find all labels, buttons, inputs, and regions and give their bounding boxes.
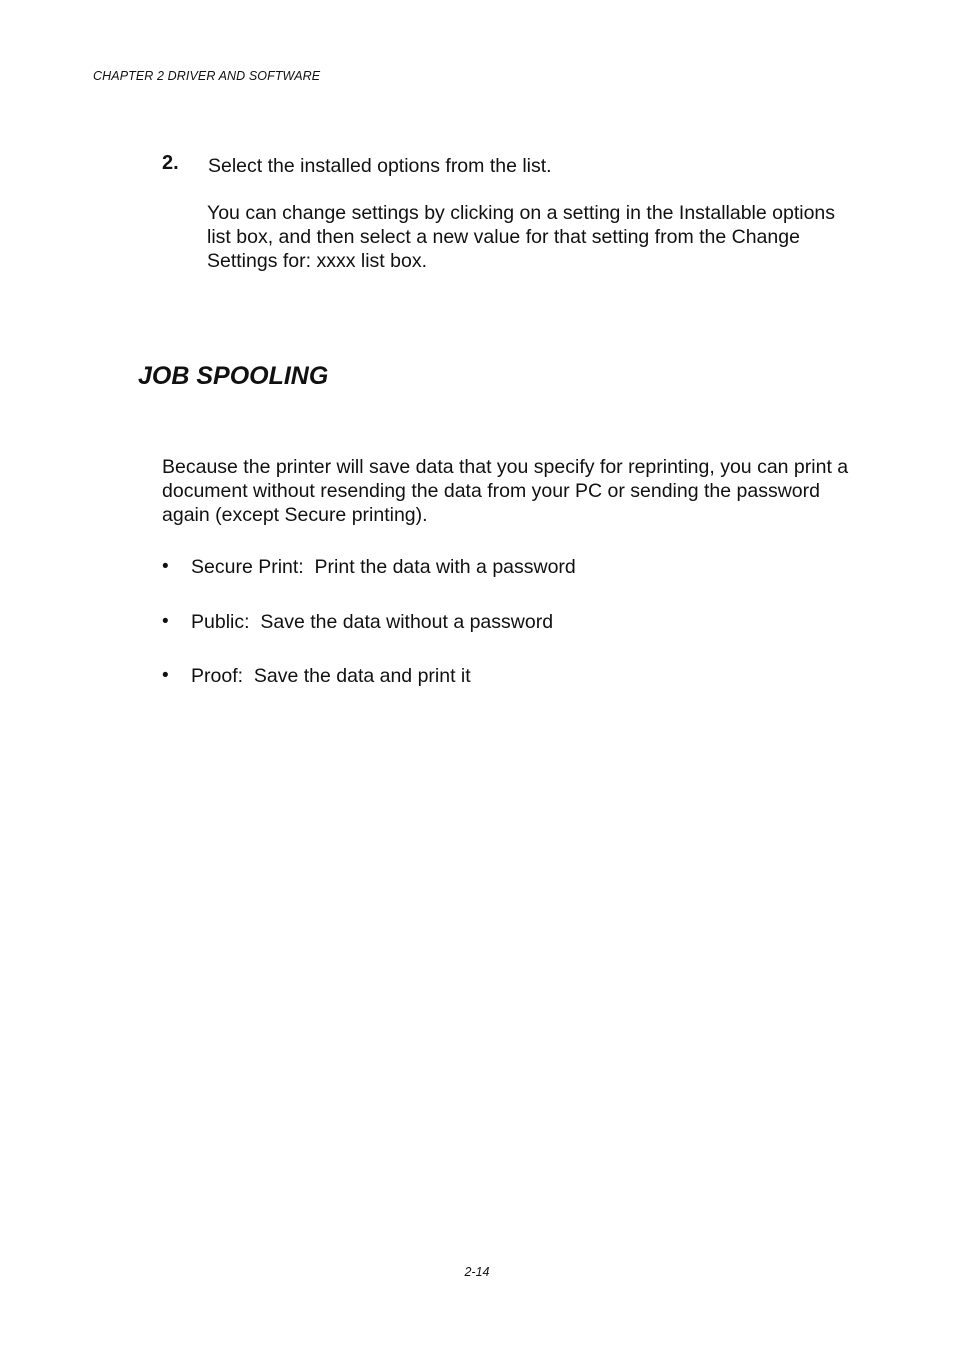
list-item-text: Secure Print: Print the data with a password <box>191 556 576 578</box>
list-item-text: Public: Save the data without a password <box>191 610 554 633</box>
bullet-icon: • <box>162 556 169 577</box>
step-instruction: Select the installed options from the list. <box>208 155 552 177</box>
page-number: 2-14 <box>464 1265 490 1279</box>
list-item <box>162 665 471 720</box>
bullet-list <box>162 556 576 720</box>
section-intro: Because the printer will save data that you specify for reprinting, you can print a document without resending the data from your PC or sending the password again (except Secure printing). <box>162 456 849 526</box>
list-item <box>162 610 554 666</box>
running-header: CHAPTER 2 DRIVER AND SOFTWARE <box>93 69 321 83</box>
bullet-icon: • <box>162 665 169 686</box>
section-heading: JOB SPOOLING <box>138 362 329 390</box>
step-detail: You can change settings by clicking on a setting in the Installable options list box, and then select a new value for that setting from the Change Settings for: xxxx list box. <box>207 202 836 272</box>
bullet-icon: • <box>162 610 169 632</box>
list-item <box>162 556 576 611</box>
step-number: 2. <box>162 152 179 174</box>
list-item-text: Proof: Save the data and print it <box>191 665 471 687</box>
